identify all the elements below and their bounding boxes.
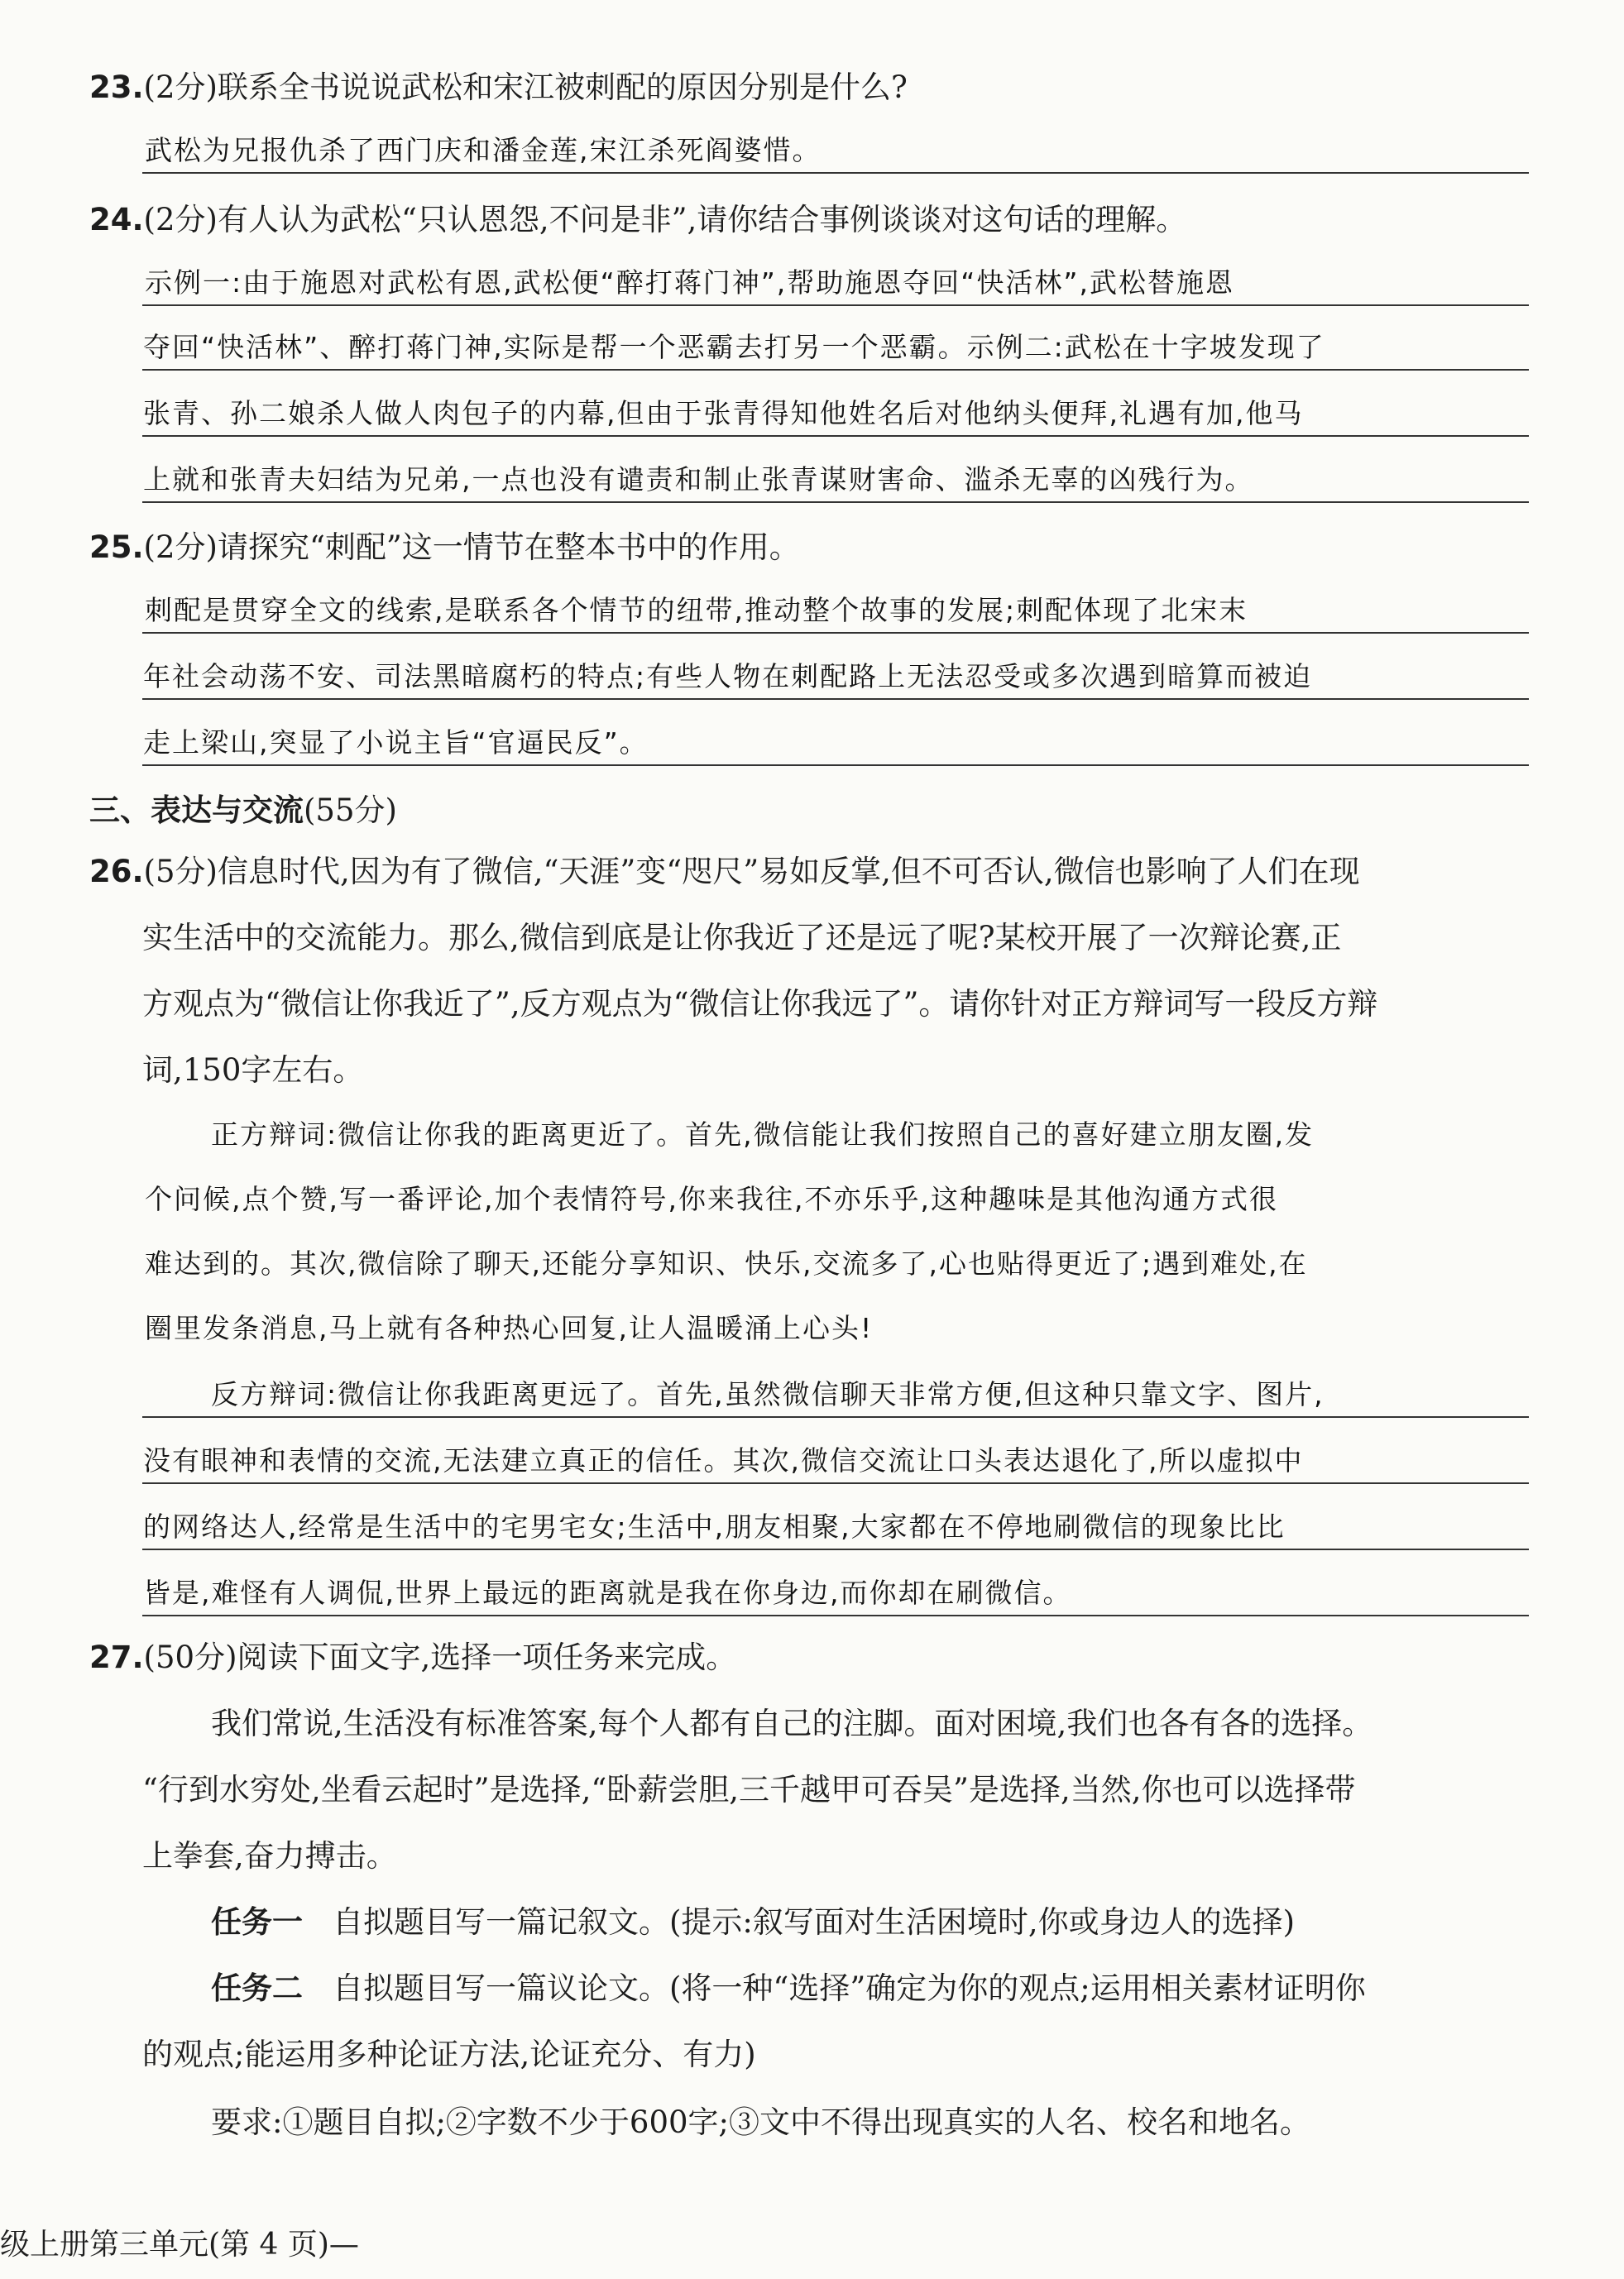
task-label: 任务一 [211,1904,303,1940]
question-prompt: (2分)请探究“刺配”这一情节在整本书中的作用。 [143,529,800,565]
answer-rule [142,1549,1529,1550]
pro-argument-line: 个问候,点个赞,写一番评论,加个表情符号,你来我往,不亦乐乎,这种趣味是其他沟通方式很 [145,1183,1278,1215]
question-prompt: (2分)联系全书说说武松和宋江被刺配的原因分别是什么? [143,69,908,105]
section-heading: 三、表达与交流 [89,792,304,828]
pro-argument-line: 圈里发条消息,马上就有各种热心回复,让人温暖涌上心头! [145,1312,874,1344]
answer-25-line: 年社会动荡不安、司法黑暗腐朽的特点;有些人物在刺配路上无法忍受或多次遇到暗算而被迫 [143,660,1313,692]
task-two-continued: 的观点;能运用多种论证方法,论证充分、有力) [142,2037,756,2072]
task-label: 任务二 [211,1970,303,2006]
task-two [211,1969,1366,2008]
answer-rule [142,1416,1529,1418]
answer-rule [142,369,1529,371]
page-footer: 级上册第三单元(第 4 页)— [0,2228,359,2262]
answer-24-line: 夺回“快活林”、醉打蒋门神,实际是帮一个恶霸去打另一个恶霸。示例二:武松在十字坡发现了 [143,331,1325,363]
answer-rule [142,1482,1529,1484]
question-prompt: (5分)信息时代,因为有了微信,“天涯”变“咫尺”易如反掌,但不可否认,微信也影响了人们在现 [143,854,1360,889]
answer-24-line: 上就和张青夫妇结为兄弟,一点也没有谴责和制止张青谋财害命、滥杀无辜的凶残行为。 [143,463,1254,496]
answer-25-line: 走上梁山,突显了小说主旨“官逼民反”。 [143,726,649,759]
answer-rule [142,764,1529,766]
question-number: 23. [89,69,144,105]
question-25 [89,528,800,567]
pro-argument-line: 难达到的。其次,微信除了聊天,还能分享知识、快乐,交流多了,心也贴得更近了;遇到难处,在 [145,1247,1308,1280]
answer-26-line: 的网络达人,经常是生活中的宅男宅女;生活中,朋友相聚,大家都在不停地刷微信的现象比比 [143,1511,1286,1543]
question-prompt-line: 实生活中的交流能力。那么,微信到底是让你我近了还是远了呢?某校开展了一次辩论赛,正 [142,920,1342,955]
section-title [89,791,397,831]
question-number: 24. [89,202,144,237]
answer-rule [142,501,1529,503]
question-prompt-line: 方观点为“微信让你我近了”,反方观点为“微信让你我远了”。请你针对正方辩词写一段反方辩 [142,986,1378,1022]
answer-rule [142,698,1529,700]
answer-rule [142,172,1529,174]
question-prompt: (2分)有人认为武松“只认恩怨,不问是非”,请你结合事例谈谈对这句话的理解。 [143,202,1187,237]
question-26 [89,852,1360,892]
answer-24-line: 张青、孙二娘杀人做人肉包子的内幕,但由于张青得知他姓名后对他纳头便拜,礼遇有加,他马 [143,397,1304,429]
question-prompt: (50分)阅读下面文字,选择一项任务来完成。 [143,1640,737,1675]
question-23 [89,68,908,108]
answer-23: 武松为兄报仇杀了西门庆和潘金莲,宋江杀死阎婆惜。 [145,134,822,166]
answer-26-line: 反方辩词:微信让你我距离更远了。首先,虽然微信聊天非常方便,但这种只靠文字、图片, [211,1378,1325,1410]
passage-line: “行到水穷处,坐看云起时”是选择,“卧薪尝胆,三千越甲可吞吴”是选择,当然,你也可以选择带 [142,1772,1356,1807]
question-27 [89,1638,736,1678]
answer-24-line: 示例一:由于施恩对武松有恩,武松便“醉打蒋门神”,帮助施恩夺回“快活林”,武松替施恩 [145,266,1234,299]
task-one [211,1903,1295,1942]
task-text: 自拟题目写一篇议论文。(将一种“选择”确定为你的观点;运用相关素材证明你 [333,1970,1366,2006]
pro-argument-line: 正方辩词:微信让你我的距离更近了。首先,微信能让我们按照自己的喜好建立朋友圈,发 [211,1118,1315,1151]
task-text: 自拟题目写一篇记叙文。(提示:叙写面对生活困境时,你或身边人的选择) [333,1904,1296,1940]
answer-rule [142,1615,1529,1616]
requirements: 要求:①题目自拟;②字数不少于600字;③文中不得出现真实的人名、校名和地名。 [211,2104,1311,2140]
answer-25-line: 刺配是贯穿全文的线索,是联系各个情节的纽带,推动整个故事的发展;刺配体现了北宋末 [145,594,1248,626]
question-number: 26. [89,854,144,889]
question-prompt-line: 词,150字左右。 [142,1052,364,1088]
answer-26-line: 皆是,难怪有人调侃,世界上最远的距离就是我在你身边,而你却在刷微信。 [143,1577,1072,1609]
passage-line: 上拳套,奋力搏击。 [142,1838,397,1874]
question-24 [89,200,1186,240]
question-number: 25. [89,529,144,565]
answer-rule [142,304,1529,306]
answer-rule [142,632,1529,634]
answer-26-line: 没有眼神和表情的交流,无法建立真正的信任。其次,微信交流让口头表达退化了,所以虚拟中 [143,1444,1304,1477]
answer-rule [142,435,1529,437]
question-number: 27. [89,1640,144,1675]
passage-line: 我们常说,生活没有标准答案,每个人都有自己的注脚。面对困境,我们也各有各的选择。 [211,1706,1373,1741]
section-score: (55分) [304,792,397,828]
